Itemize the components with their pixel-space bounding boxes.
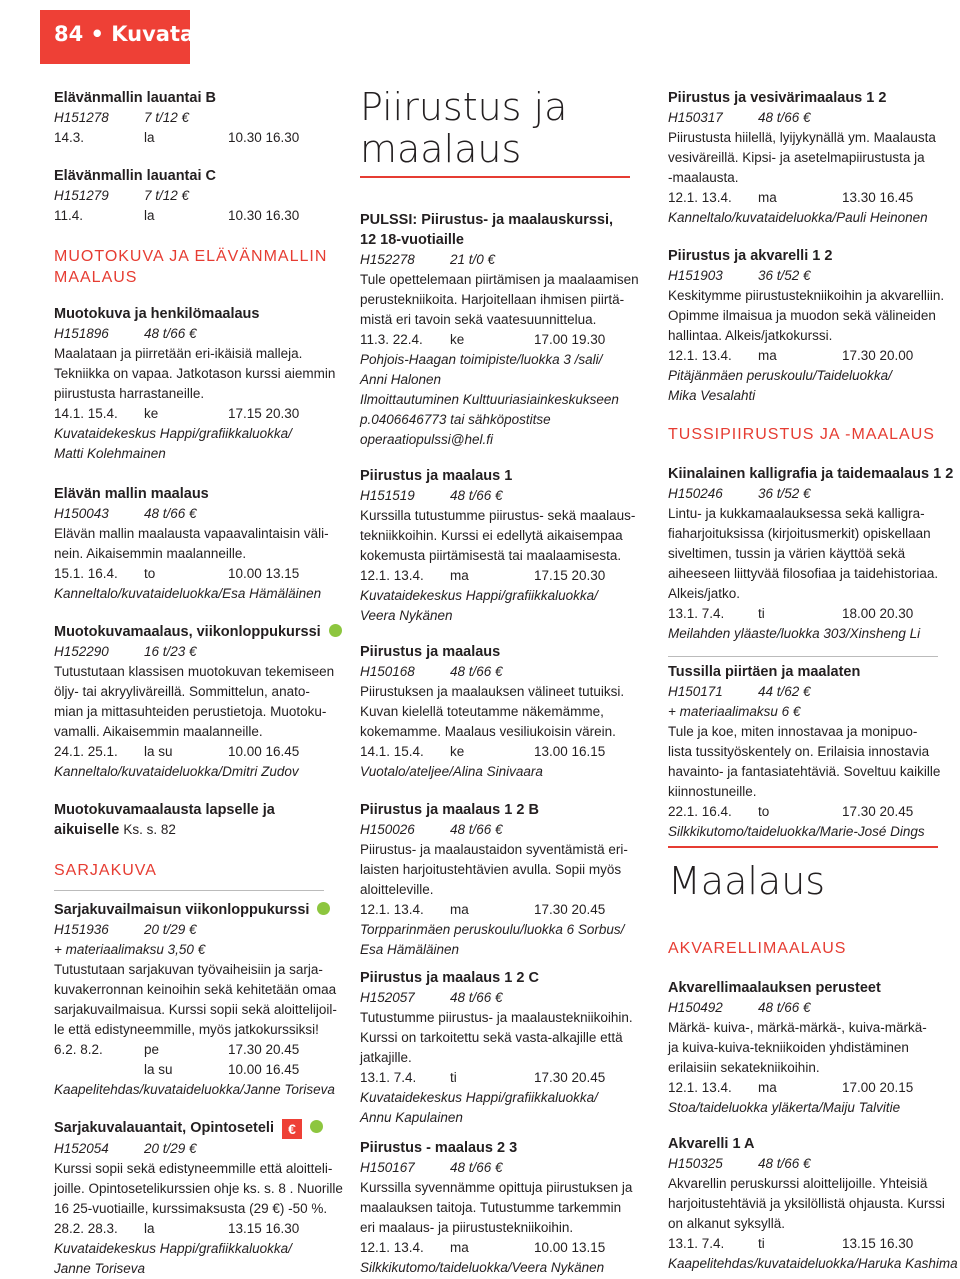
section-heading-line: MAALAUS <box>54 269 138 286</box>
course-description: 16 25-vuotiaille, kurssimaksusta (29 €) -50 %. <box>54 1201 328 1216</box>
course-place: Kanneltalo/kuvataideluokka/Dmitri Zudov <box>54 764 299 779</box>
course-muotokuvamaalausta-lapselle <box>54 800 340 840</box>
course-place: Vuotalo/ateljee/Alina Sinivaara <box>360 764 543 779</box>
course-title: Piirustus ja maalaus 1 2 C <box>360 970 539 986</box>
course-code: H151936 <box>54 922 109 937</box>
course-description: vesiväreillä. Kipsi- ja asetelmapiirustusta ja <box>668 150 925 165</box>
course-time: 10.30 16.30 <box>228 130 300 145</box>
course-date: 28.2. 28.3. <box>54 1221 118 1236</box>
course-description: joille. Opintosetelikurssien ohje ks. s. 8 . Nuorille <box>54 1181 343 1196</box>
divider <box>668 656 938 657</box>
course-teacher: Esa Hämäläinen <box>360 942 460 957</box>
divider <box>668 846 938 848</box>
course-description: Opimme ilmaisua ja muodon sekä välineiden <box>668 308 936 323</box>
course-day: ke <box>144 406 159 421</box>
course-piirustus-maalaus-1 <box>360 466 648 626</box>
course-title: Sarjakuvailmaisun viikonloppukurssi <box>54 902 310 918</box>
course-code: H152057 <box>360 990 415 1005</box>
course-description: Kurssi sopii sekä edistyneemmille että aloitteli- <box>54 1161 333 1176</box>
course-date: 12.1. 13.4. <box>668 1080 732 1095</box>
course-price: 48 t/66 € <box>144 506 197 521</box>
course-code: H152054 <box>54 1141 109 1156</box>
course-place: Kanneltalo/kuvataideluokka/Pauli Heinonen <box>668 210 928 225</box>
course-date: 14.3. <box>54 130 85 145</box>
page-header: 84 • Kuvataide <box>54 22 231 46</box>
course-description: hallintaa. Alkeis/jatkokurssi. <box>668 328 833 343</box>
course-time: 17.00 19.30 <box>534 332 606 347</box>
course-time: 17.30 20.00 <box>842 348 914 363</box>
course-description: tekniikkoihin. Kurssi ei edellytä aikaisempaa <box>360 528 623 543</box>
course-time: 10.00 13.15 <box>228 566 300 581</box>
course-title: Muotokuva ja henkilömaalaus <box>54 306 260 322</box>
course-description: Lintu- ja kukkamaalauksessa sekä kalligra- <box>668 506 925 521</box>
course-pulssi <box>360 210 648 450</box>
course-day: ti <box>758 606 765 621</box>
course-date: 6.2. 8.2. <box>54 1042 103 1057</box>
course-akvarellimaalauksen-perusteet <box>668 978 948 1118</box>
course-time: 10.30 16.30 <box>228 208 300 223</box>
course-price: 20 t/29 € <box>144 1141 197 1156</box>
course-elavan-mallin-maalaus <box>54 484 340 604</box>
course-description: jatkajille. <box>360 1050 412 1065</box>
course-title: Muotokuvamaalausta lapselle ja <box>54 802 275 818</box>
course-price: 16 t/23 € <box>144 644 197 659</box>
course-price: 7 t/12 € <box>144 110 190 125</box>
course-title: Piirustus ja maalaus 1 <box>360 468 513 484</box>
course-day: ke <box>450 332 465 347</box>
divider <box>54 890 324 891</box>
course-description: maalauksen taitoja. Tutustumme tarkemmin <box>360 1200 622 1215</box>
course-description: harjoitustehtäviä ja yksilöllistä ohjausta. Kurssi <box>668 1196 945 1211</box>
course-time: 13.00 16.15 <box>534 744 606 759</box>
course-description: on alkanut syksyllä. <box>668 1216 786 1231</box>
green-dot-icon <box>310 1120 323 1133</box>
registration-info: p.0406646773 tai sähköpostitse <box>360 412 551 427</box>
course-date: 12.1. 13.4. <box>360 902 424 917</box>
euro-icon: € <box>282 1119 302 1139</box>
course-date: 13.1. 7.4. <box>668 1236 725 1251</box>
course-piirustus-maalaus-23 <box>360 1138 648 1278</box>
course-teacher: Mika Vesalahti <box>668 388 756 403</box>
course-place: Torpparinmäen peruskoulu/luokka 6 Sorbus/ <box>360 922 625 937</box>
course-description: fiaharjoituksissa (kirjoitusmerkit) opiskellaan <box>668 526 931 541</box>
green-dot-icon <box>329 624 342 637</box>
course-title: Elävänmallin lauantai C <box>54 168 216 184</box>
course-sarjakuvailmaisu <box>54 900 340 1100</box>
course-sarjakuvalauantait <box>54 1118 343 1279</box>
course-description: -maalausta. <box>668 170 739 185</box>
course-price: 7 t/12 € <box>144 188 190 203</box>
course-title: Sarjakuvalauantait, Opintoseteli <box>54 1120 274 1136</box>
course-day: ma <box>450 902 469 917</box>
course-code: H152290 <box>54 644 109 659</box>
course-code: H150171 <box>668 684 723 699</box>
course-description: Kurssilla syvennämme opittuja piirustuksen ja <box>360 1180 633 1195</box>
course-title: Muotokuvamaalaus, viikonloppukurssi <box>54 624 321 640</box>
course-time: 17.00 20.15 <box>842 1080 914 1095</box>
course-price: 48 t/66 € <box>450 1160 503 1175</box>
course-code: H150026 <box>360 822 415 837</box>
course-date: 14.1. 15.4. <box>360 744 424 759</box>
course-title: Piirustus ja maalaus <box>360 644 501 660</box>
course-day: ti <box>450 1070 457 1085</box>
course-date: 12.1. 13.4. <box>668 348 732 363</box>
course-description: siveltimen, tussin ja värien käyttöä sekä <box>668 546 906 561</box>
course-place: Meilahden yläaste/luokka 303/Xinsheng Li <box>668 626 921 641</box>
course-code: H150317 <box>668 110 723 125</box>
course-description: erilaisiin sekatekniikoihin. <box>668 1060 820 1075</box>
divider <box>360 176 630 178</box>
course-time: 10.00 13.15 <box>534 1240 606 1255</box>
course-tussilla <box>668 662 948 842</box>
course-vesivarimaalaus <box>668 88 948 228</box>
course-day: la su <box>144 744 173 759</box>
course-place: Kuvataidekeskus Happi/grafiikkaluokka/ <box>54 1241 292 1256</box>
course-teacher: Annu Kapulainen <box>360 1110 463 1125</box>
course-day: ke <box>450 744 465 759</box>
course-date: 13.1. 7.4. <box>360 1070 417 1085</box>
section-heading-sarjakuva <box>54 860 340 881</box>
course-price: 21 t/0 € <box>450 252 496 267</box>
course-time: 18.00 20.30 <box>842 606 914 621</box>
course-date: 24.1. 25.1. <box>54 744 118 759</box>
course-date: 22.1. 16.4. <box>668 804 732 819</box>
course-description: Tutustutaan klassisen muotokuvan tekemiseen <box>54 664 335 679</box>
course-title: Akvarelli 1 A <box>668 1136 755 1152</box>
course-description: laisten harjoitustehtävien avulla. Sopii myös <box>360 862 622 877</box>
course-code: H151279 <box>54 188 109 203</box>
course-teacher: Veera Nykänen <box>360 608 453 623</box>
course-price: 48 t/66 € <box>450 488 503 503</box>
course-extra-fee: + materiaalimaksu 3,50 € <box>54 942 206 957</box>
course-title: Akvarellimaalauksen perusteet <box>668 980 881 996</box>
course-price: 48 t/66 € <box>758 110 811 125</box>
course-date: 14.1. 15.4. <box>54 406 118 421</box>
course-date: 12.1. 13.4. <box>360 568 424 583</box>
course-code: H150168 <box>360 664 415 679</box>
course-description: Tekniikka on vapaa. Jatkotason kurssi aiemmin <box>54 366 336 381</box>
course-description: kokemusta piirtämisestä tai maalaamisesta. <box>360 548 622 563</box>
course-code: H151903 <box>668 268 723 283</box>
section-heading-tussipiirustus <box>668 424 948 445</box>
course-title: Piirustus ja vesivärimaalaus 1 2 <box>668 90 887 106</box>
section-heading-line: AKVARELLIMAALAUS <box>668 940 847 957</box>
course-place: Kuvataidekeskus Happi/grafiikkaluokka/ <box>360 1090 598 1105</box>
course-time: 17.15 20.30 <box>534 568 606 583</box>
course-code: H150167 <box>360 1160 415 1175</box>
section-title-line: Maalaus <box>668 859 826 903</box>
course-description: Märkä- kuiva-, märkä-märkä-, kuiva-märkä- <box>668 1020 927 1035</box>
course-description: Elävän mallin maalausta vapaavalintaisin väli- <box>54 526 329 541</box>
course-description: Akvarellin peruskurssi aloittelijoille. Yhteisiä <box>668 1176 928 1191</box>
course-description: kuvakerronnan keinoihin sekä kehitetään omaa <box>54 982 337 997</box>
green-dot-icon <box>317 902 330 915</box>
course-description: kokemamme. Maalaus vesiliukoisin värein. <box>360 724 616 739</box>
course-description: piirustusta harrastaneille. <box>54 386 205 401</box>
section-title-piirustus <box>360 86 648 170</box>
course-code: H150043 <box>54 506 109 521</box>
course-time: 13.15 16.30 <box>228 1221 300 1236</box>
course-day: ma <box>758 1080 777 1095</box>
course-day: to <box>144 566 156 581</box>
course-elavanmallin-b <box>54 88 340 148</box>
course-place: Kanneltalo/kuvataideluokka/Esa Hämäläinen <box>54 586 322 601</box>
course-title: Elävänmallin lauantai B <box>54 90 216 106</box>
course-title: Piirustus - maalaus 2 3 <box>360 1140 518 1156</box>
course-elavanmallin-c <box>54 166 340 226</box>
course-price: 48 t/66 € <box>450 664 503 679</box>
course-code: H151519 <box>360 488 415 503</box>
section-title-maalaus <box>668 860 948 902</box>
course-date: 13.1. 7.4. <box>668 606 725 621</box>
course-description: Maalataan ja piirretään eri-ikäisiä malleja. <box>54 346 303 361</box>
course-date: 11.4. <box>54 208 84 223</box>
course-day: ma <box>450 568 469 583</box>
course-teacher: Anni Halonen <box>360 372 442 387</box>
course-code: H150325 <box>668 1156 723 1171</box>
course-time: 13.30 16.45 <box>842 190 914 205</box>
course-description: ja kuiva-kuiva-tekniikoiden yhdistäminen <box>668 1040 909 1055</box>
course-place: Kuvataidekeskus Happi/grafiikkaluokka/ <box>360 588 598 603</box>
course-place: Silkkikutomo/taideluokka/Marie-José Dings <box>668 824 925 839</box>
section-heading-line: TUSSIPIIRUSTUS JA -MAALAUS <box>668 426 935 443</box>
course-description: Piirustuksen ja maalauksen välineet tutuiksi. <box>360 684 625 699</box>
course-title: Kiinalainen kalligrafia ja taidemaalaus 1 2 <box>668 466 954 482</box>
course-title: aikuiselle <box>54 822 120 838</box>
course-price: 48 t/66 € <box>450 822 503 837</box>
course-date: 12.1. 13.4. <box>668 190 732 205</box>
course-day: ma <box>758 190 777 205</box>
course-description: aiheeseen liittyvää filosofiaa ja taidehistoriaa. <box>668 566 939 581</box>
course-description: mian ja mittasuhteiden perustietoja. Muotoku- <box>54 704 327 719</box>
registration-info: Ilmoittautuminen Kulttuuriasiainkeskukseen <box>360 392 619 407</box>
course-time: 17.30 20.45 <box>228 1042 300 1057</box>
course-date: 12.1. 13.4. <box>360 1240 424 1255</box>
course-description: mistä eri tavoin sekä vaatesuunnittelua. <box>360 312 597 327</box>
course-description: nein. Aikaisemmin maalanneille. <box>54 546 247 561</box>
course-description: lista tussityöskentely on. Erilaisia innostavia <box>668 744 930 759</box>
course-description: Keskitymme piirustustekniikoihin ja akvarelliin. <box>668 288 945 303</box>
course-place: Kuvataidekeskus Happi/grafiikkaluokka/ <box>54 426 292 441</box>
course-description: Piirustusta hiilellä, lyijykynällä ym. Maalausta <box>668 130 936 145</box>
course-description: Alkeis/jatko. <box>668 586 741 601</box>
course-code: H150246 <box>668 486 723 501</box>
course-price: 48 t/66 € <box>758 1000 811 1015</box>
course-time: 13.15 16.30 <box>842 1236 914 1251</box>
registration-email[interactable]: operaatiopulssi@hel.fi <box>360 432 494 447</box>
course-piirustus-maalaus-12b <box>360 800 648 960</box>
section-heading-akvarellimaalaus <box>668 938 948 959</box>
course-date: 11.3. 22.4. <box>360 332 423 347</box>
course-code: H150492 <box>668 1000 723 1015</box>
course-place: Pitäjänmäen peruskoulu/Taideluokka/ <box>668 368 892 383</box>
course-day: la <box>144 1221 155 1236</box>
course-day: la su <box>144 1062 173 1077</box>
course-place: Silkkikutomo/taideluokka/Veera Nykänen <box>360 1260 605 1275</box>
course-description: Piirustus- ja maalaustaidon syventämistä eri- <box>360 842 628 857</box>
section-heading-line: MUOTOKUVA JA ELÄVÄNMALLIN <box>54 248 328 265</box>
course-extra-fee: + materiaalimaksu 6 € <box>668 704 801 719</box>
course-place: Kaapelitehdas/kuvataideluokka/Haruka Kashima <box>668 1256 958 1271</box>
course-muotokuvamaalaus-viikonloppu <box>54 622 340 782</box>
course-price: 36 t/52 € <box>758 486 811 501</box>
course-title: PULSSI: Piirustus- ja maalauskurssi, <box>360 212 614 228</box>
course-day: ti <box>758 1236 765 1251</box>
course-time: 17.30 20.45 <box>842 804 914 819</box>
course-teacher: Matti Kolehmainen <box>54 446 166 461</box>
section-heading-muotokuva <box>54 246 340 288</box>
section-heading-line: SARJAKUVA <box>54 862 157 879</box>
course-code: H152278 <box>360 252 415 267</box>
section-title-line: Piirustus ja <box>360 85 568 129</box>
course-description: öljy- tai akryyliväreillä. Sommittelun, anato- <box>54 684 310 699</box>
course-title: Tussilla piirtäen ja maalaten <box>668 664 861 680</box>
course-title: 12 18-vuotiaille <box>360 232 464 248</box>
course-price: 36 t/52 € <box>758 268 811 283</box>
course-description: Tule ja koe, miten innostavaa ja monipuo- <box>668 724 918 739</box>
course-price: 20 t/29 € <box>144 922 197 937</box>
course-title: Piirustus ja akvarelli 1 2 <box>668 248 833 264</box>
course-description: Tutustutaan sarjakuvan työvaiheisiin ja sarja- <box>54 962 323 977</box>
course-time: 17.15 20.30 <box>228 406 300 421</box>
course-code: H151896 <box>54 326 109 341</box>
course-description: Kurssilla tutustumme piirustus- sekä maalaus- <box>360 508 636 523</box>
page-reference: Ks. s. 82 <box>123 822 176 837</box>
course-description: Kuvan kielellä toteutamme näkemämme, <box>360 704 604 719</box>
course-piirustus-maalaus-12c <box>360 968 648 1128</box>
course-code: H151278 <box>54 110 109 125</box>
course-kalligrafia <box>668 464 954 644</box>
course-day: ma <box>450 1240 469 1255</box>
course-description: Kurssi on tarkoitettu sekä vasta-alkajille että <box>360 1030 623 1045</box>
course-price: 48 t/66 € <box>144 326 197 341</box>
course-place: Kaapelitehdas/kuvataideluokka/Janne Toriseva <box>54 1082 335 1097</box>
course-time: 10.00 16.45 <box>228 1062 300 1077</box>
course-description: aloitteleville. <box>360 882 434 897</box>
course-description: eri maalaus- ja piirustustekniikoihin. <box>360 1220 574 1235</box>
course-akvarelli-1a <box>668 1134 958 1274</box>
course-day: pe <box>144 1042 160 1057</box>
course-description: perustekniikoita. Harjoitellaan ihmisen piirtä- <box>360 292 625 307</box>
course-piirustus-maalaus <box>360 642 648 782</box>
course-price: 48 t/66 € <box>450 990 503 1005</box>
section-title-line: maalaus <box>360 127 522 171</box>
course-description: le että edistyneemmille, myös jatkokurssiksi! <box>54 1022 319 1037</box>
course-day: ma <box>758 348 777 363</box>
course-place: Stoa/taideluokka yläkerta/Maiju Talvitie <box>668 1100 901 1115</box>
course-teacher: Janne Toriseva <box>54 1261 146 1276</box>
course-title: Elävän mallin maalaus <box>54 486 209 502</box>
course-day: la <box>144 130 155 145</box>
course-price: 48 t/66 € <box>758 1156 811 1171</box>
course-place: Pohjois-Haagan toimipiste/luokka 3 /sali/ <box>360 352 603 367</box>
course-description: sarjakuvailmaisua. Kurssi sopii sekä aloittelijoil- <box>54 1002 337 1017</box>
course-muotokuva <box>54 304 340 464</box>
course-akvarelli-12 <box>668 246 948 406</box>
course-time: 17.30 20.45 <box>534 1070 606 1085</box>
course-description: Tutustumme piirustus- ja maalaustekniikoihin. <box>360 1010 633 1025</box>
course-description: kiinnostuneille. <box>668 784 757 799</box>
course-description: vamalli. Aikaisemmin maalanneille. <box>54 724 263 739</box>
course-day: la <box>144 208 155 223</box>
course-description: Tule opettelemaan piirtämisen ja maalaamisen <box>360 272 639 287</box>
course-time: 17.30 20.45 <box>534 902 606 917</box>
course-description: havainto- ja fantasiatehtäviä. Soveltuu kaikille <box>668 764 941 779</box>
course-time: 10.00 16.45 <box>228 744 300 759</box>
course-date: 15.1. 16.4. <box>54 566 118 581</box>
course-title: Piirustus ja maalaus 1 2 B <box>360 802 539 818</box>
course-price: 44 t/62 € <box>758 684 811 699</box>
course-day: to <box>758 804 770 819</box>
